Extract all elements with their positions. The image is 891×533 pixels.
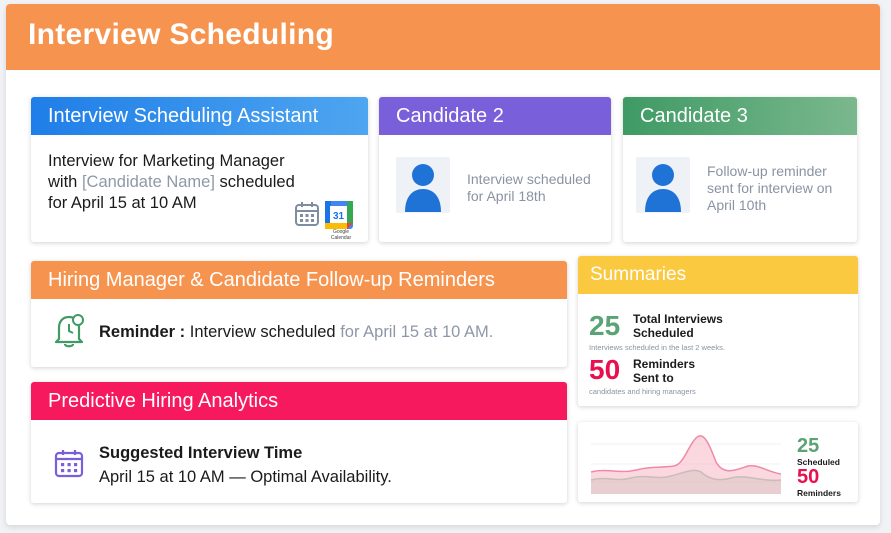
card-title: Hiring Manager & Candidate Follow-up Reminders <box>31 261 567 299</box>
app-window <box>6 4 880 525</box>
google-calendar-caption: Google Calendar <box>330 229 352 241</box>
card-title: Summaries <box>578 256 858 294</box>
candidate-2-card[interactable] <box>379 97 611 242</box>
app-header <box>6 4 880 70</box>
interviews-label: Total Interviews Scheduled <box>633 312 723 340</box>
follow-up-reminders-card[interactable] <box>31 261 567 367</box>
assistant-line-3: for April 15 at 10 AM <box>48 194 197 212</box>
reminders-area <box>591 436 781 494</box>
candidate-3-status: Follow-up reminder sent for interview on April 10th <box>707 163 833 213</box>
reminder-body: Interview scheduled <box>185 323 341 341</box>
user-avatar-icon <box>636 157 690 213</box>
assistant-line-1: Interview for Marketing Manager <box>48 152 285 170</box>
summaries-card[interactable] <box>578 256 858 406</box>
reminders-count: 50 <box>589 354 621 385</box>
card-title: Candidate 2 <box>379 97 611 135</box>
suggestion-title: Suggested Interview Time <box>99 444 303 462</box>
trend-chart-card <box>578 422 858 502</box>
reminder-text <box>99 323 493 342</box>
reminders-sub: candidates and hiring managers <box>589 387 696 396</box>
scheduling-assistant-card[interactable] <box>31 97 368 242</box>
suggestion-value: April 15 at 10 AM — Optimal Availability. <box>99 468 392 486</box>
reminders-label: Reminders Sent to <box>633 357 696 385</box>
scheduled-count: 25 <box>797 435 820 457</box>
scheduled-label: Scheduled <box>797 457 840 467</box>
candidate-2-status: Interview scheduled for April 18th <box>467 171 591 204</box>
card-title: Candidate 3 <box>623 97 857 135</box>
candidate-3-card[interactable] <box>623 97 857 242</box>
interviews-sub: Interviews scheduled in the last 2 weeks. <box>589 343 725 352</box>
calendar-icon[interactable] <box>294 201 320 232</box>
card-title: Predictive Hiring Analytics <box>31 382 567 420</box>
reminders-count: 50 <box>797 466 820 488</box>
assistant-line-2 <box>48 172 338 193</box>
reminders-label: Reminders <box>797 488 841 498</box>
interviews-count: 25 <box>589 310 621 341</box>
app-title: Interview Scheduling <box>28 18 335 51</box>
candidate-name-placeholder: [Candidate Name] <box>81 173 215 191</box>
predictive-analytics-card[interactable] <box>31 382 567 503</box>
reminder-label: Reminder : <box>99 323 186 341</box>
card-title: Interview Scheduling Assistant <box>31 97 368 135</box>
google-calendar-day: 31 <box>332 211 345 222</box>
calendar-icon <box>54 448 84 483</box>
trend-chart <box>586 424 786 500</box>
bell-icon <box>51 311 87 356</box>
assistant-line-2-prefix: with <box>48 173 82 191</box>
user-avatar-icon <box>396 157 450 213</box>
reminder-when: for April 15 at 10 AM. <box>340 323 494 341</box>
assistant-line-2-suffix: scheduled <box>214 173 295 191</box>
